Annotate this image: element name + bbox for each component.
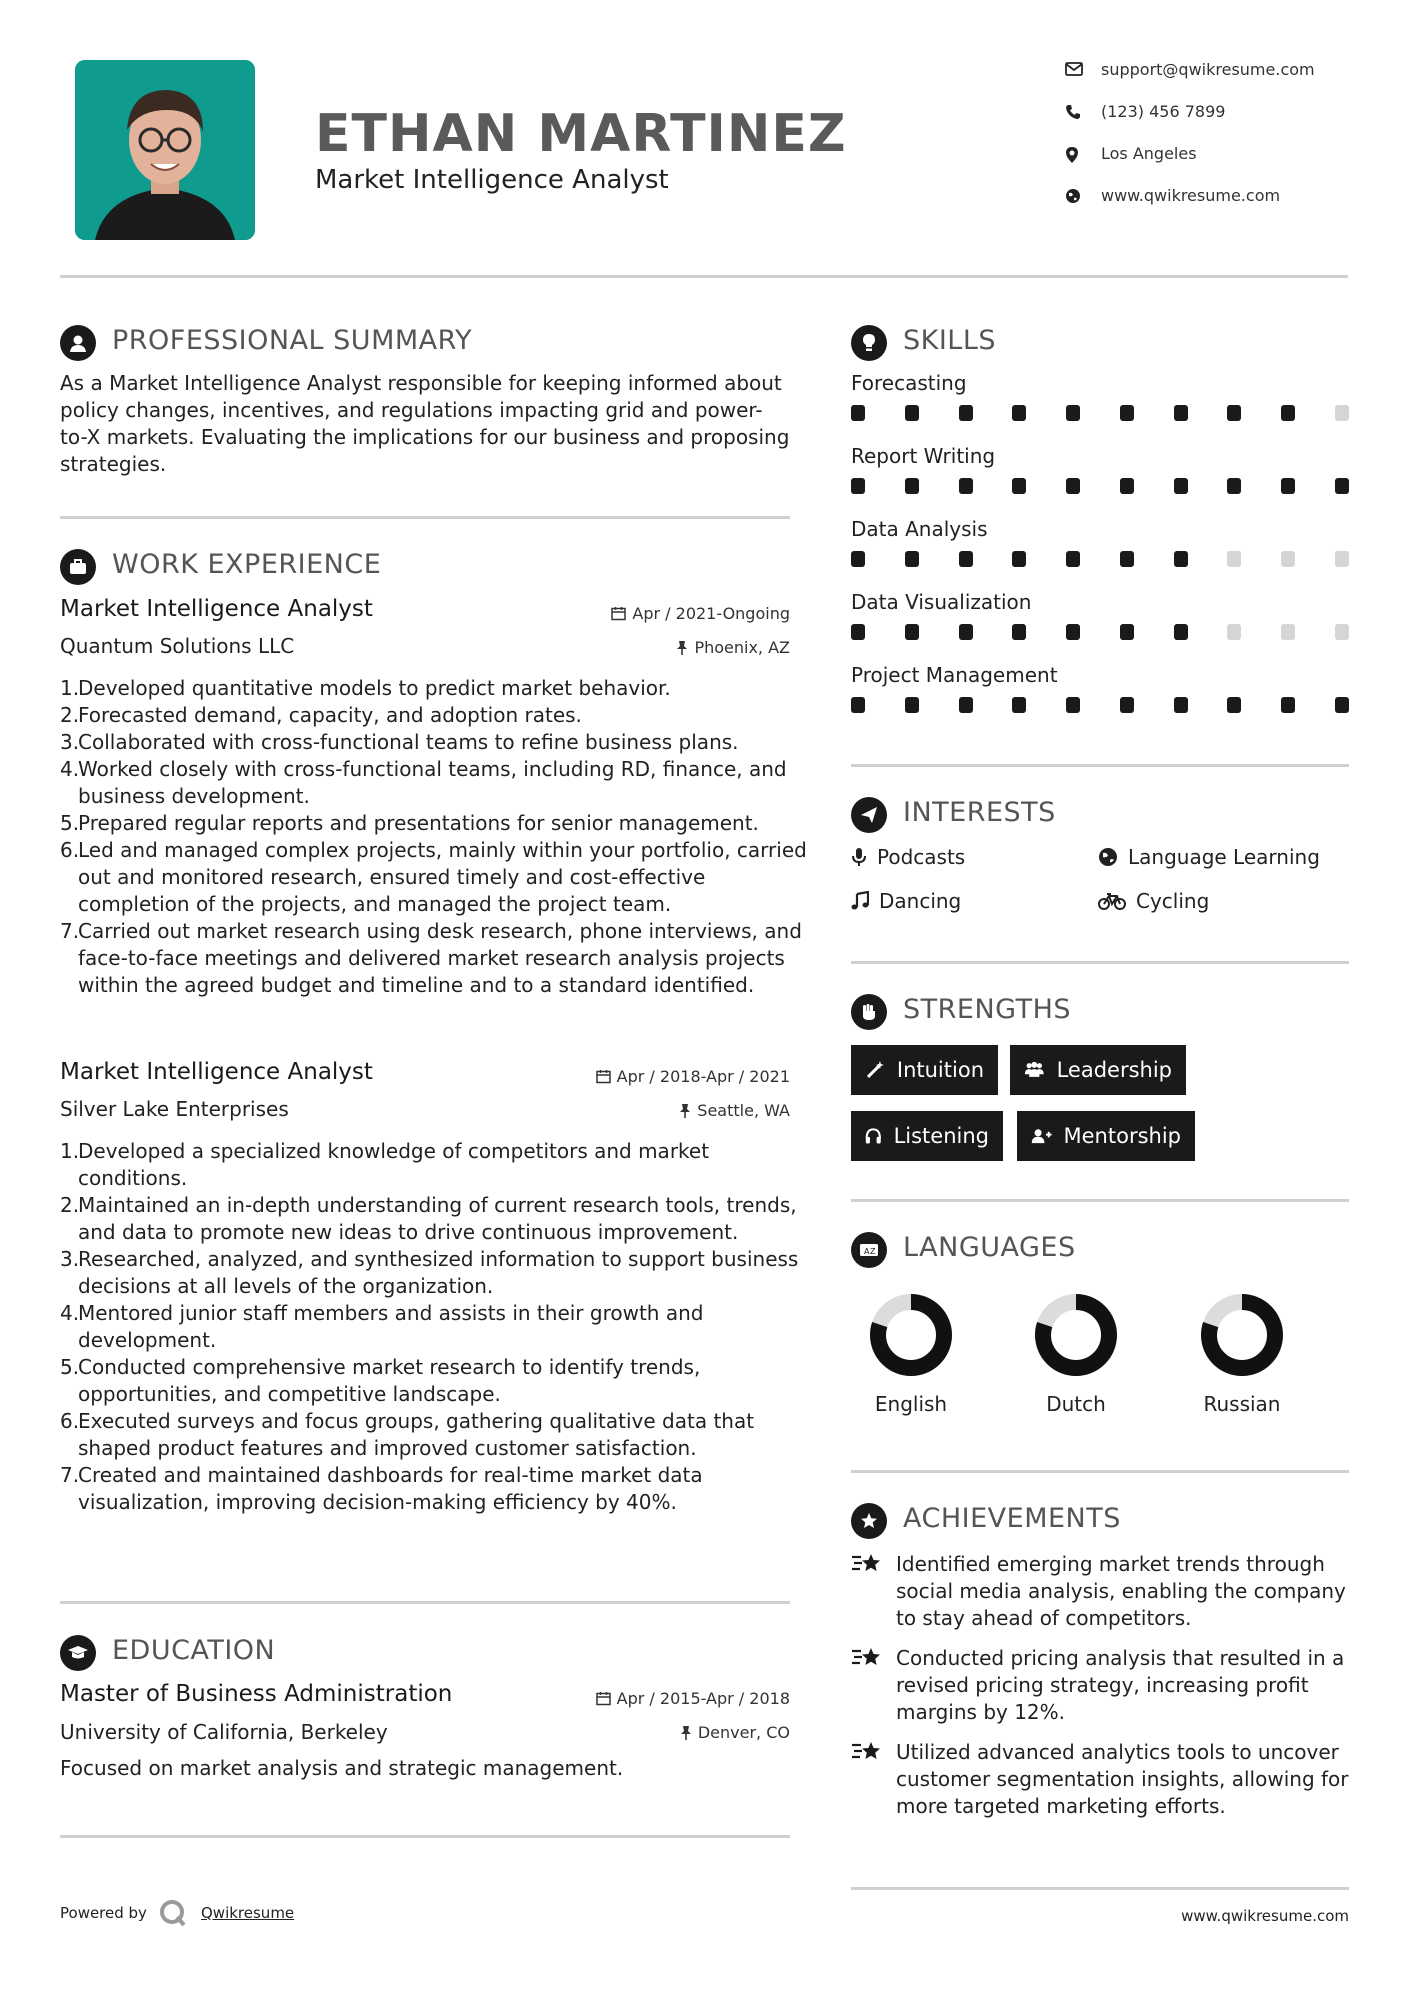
list-item: 1. Developed a specialized knowledge of competitors and market conditions. <box>60 1139 710 1190</box>
header-divider <box>60 275 1348 278</box>
skill-rating <box>851 624 1349 642</box>
language-label: English <box>874 1392 948 1416</box>
calendar-icon <box>596 1691 611 1706</box>
contact-location <box>1065 140 1345 170</box>
rating-dot-filled <box>905 697 919 713</box>
list-item: 3. Collaborated with cross-functional teams to refine business plans. <box>60 730 739 754</box>
strength-label: Intuition <box>896 1058 984 1082</box>
rating-dot-filled <box>905 478 919 494</box>
rating-dot-filled <box>851 551 865 567</box>
job-2-responsibilities <box>60 1138 813 1516</box>
skill-row <box>851 517 1349 590</box>
language-level-ring <box>1016 1290 1136 1380</box>
strength-mentorship <box>1017 1111 1195 1161</box>
skill-rating <box>851 697 1349 715</box>
education-location <box>560 1723 790 1742</box>
rating-dot-filled <box>905 624 919 640</box>
rating-dot-filled <box>1012 624 1026 640</box>
rating-dot-filled <box>1066 697 1080 713</box>
rating-dot-empty <box>1281 551 1295 567</box>
achievements-divider <box>851 1887 1349 1890</box>
user-icon <box>60 325 96 361</box>
education-description: Focused on market analysis and strategic management. <box>60 1756 624 1780</box>
rating-dot-filled <box>851 624 865 640</box>
interest-label: Cycling <box>1136 889 1210 913</box>
shooting-star-icon <box>851 1645 883 1671</box>
skill-rating <box>851 405 1349 423</box>
contact-email[interactable] <box>1065 56 1345 86</box>
skill-row <box>851 371 1349 444</box>
achievement-text: Identified emerging market trends through social media analysis, enabling the company to stay ahead of competitors. <box>896 1552 1346 1630</box>
rating-dot-filled <box>1174 624 1188 640</box>
rating-dot-empty <box>1335 624 1349 640</box>
skill-name: Report Writing <box>851 444 996 468</box>
experience-divider <box>60 1601 790 1604</box>
skill-row <box>851 590 1349 663</box>
rating-dot-filled <box>905 405 919 421</box>
strength-label: Leadership <box>1056 1058 1172 1082</box>
strength-listening <box>851 1111 1003 1161</box>
candidate-title: Market Intelligence Analyst <box>315 165 669 195</box>
language-icon <box>851 1232 887 1268</box>
job-2-location-text: Seattle, WA <box>697 1101 790 1120</box>
strengths-divider <box>851 1199 1349 1202</box>
rating-dot-filled <box>1012 551 1026 567</box>
music-note-icon <box>851 891 869 911</box>
education-school: University of California, Berkeley <box>60 1720 388 1744</box>
list-item <box>851 1739 1349 1820</box>
languages-heading <box>851 1230 1331 1270</box>
pushpin-icon <box>676 640 688 655</box>
languages-list <box>851 1290 1349 1430</box>
education-heading <box>60 1633 760 1673</box>
rating-dot-filled <box>1120 551 1134 567</box>
svg-text:Z: Z <box>870 1247 876 1256</box>
rating-dot-filled <box>959 405 973 421</box>
globe-icon <box>1065 188 1081 204</box>
summary-title: PROFESSIONAL SUMMARY <box>112 325 473 356</box>
skill-row <box>851 663 1349 736</box>
rating-dot-filled <box>1281 405 1295 421</box>
rating-dot-filled <box>1335 478 1349 494</box>
list-item: 5. Conducted comprehensive market research to identify trends, opportunities, and competitive landscape. <box>60 1355 701 1406</box>
rating-dot-filled <box>1066 624 1080 640</box>
contact-phone[interactable] <box>1065 98 1345 128</box>
list-item: 2. Forecasted demand, capacity, and adoption rates. <box>60 703 582 727</box>
pushpin-icon <box>680 1725 692 1740</box>
job-1-dates <box>560 604 790 623</box>
candidate-name: ETHAN MARTINEZ <box>315 104 847 164</box>
map-pin-icon <box>1065 146 1079 164</box>
language-label: Dutch <box>1046 1392 1106 1416</box>
list-item: 6. Executed surveys and focus groups, gathering qualitative data that shaped product features and improved customer satisfaction. <box>60 1409 755 1460</box>
skills-divider <box>851 764 1349 767</box>
language-item <box>1182 1290 1302 1416</box>
rating-dot-filled <box>1174 405 1188 421</box>
qwikresume-logo-icon <box>158 1898 188 1932</box>
rating-dot-filled <box>1120 405 1134 421</box>
education-dates <box>560 1689 790 1708</box>
phone-icon <box>1065 104 1081 120</box>
education-degree: Master of Business Administration <box>60 1681 453 1707</box>
contact-website[interactable] <box>1065 182 1345 212</box>
rating-dot-filled <box>1120 697 1134 713</box>
envelope-icon <box>1065 62 1083 76</box>
interest-dancing <box>851 889 961 913</box>
rating-dot-filled <box>851 405 865 421</box>
strengths-heading <box>851 992 1331 1032</box>
headphones-icon <box>865 1126 882 1146</box>
rating-dot-filled <box>1066 551 1080 567</box>
skill-name: Data Analysis <box>851 517 988 541</box>
rating-dot-filled <box>1174 551 1188 567</box>
education-dates-text: Apr / 2015-Apr / 2018 <box>616 1689 790 1708</box>
skill-name: Forecasting <box>851 371 967 395</box>
experience-heading <box>60 547 760 587</box>
list-item: 2. Maintained an in-depth understanding of current research tools, trends, and data to promote new ideas to drive continuous improvement. <box>60 1193 797 1244</box>
rating-dot-filled <box>1012 478 1026 494</box>
graduation-cap-icon <box>60 1635 96 1671</box>
rating-dot-filled <box>851 697 865 713</box>
footer-brand-link[interactable]: Qwikresume <box>201 1904 295 1922</box>
interest-label: Dancing <box>879 889 962 913</box>
bicycle-icon <box>1098 891 1126 911</box>
rating-dot-empty <box>1335 551 1349 567</box>
rating-dot-filled <box>959 624 973 640</box>
calendar-icon <box>611 606 626 621</box>
calendar-icon <box>596 1069 611 1084</box>
briefcase-icon <box>60 549 96 585</box>
interest-label: Podcasts <box>877 845 966 869</box>
skill-rating <box>851 551 1349 569</box>
rating-dot-filled <box>1174 478 1188 494</box>
job-2-company: Silver Lake Enterprises <box>60 1097 289 1121</box>
skill-row <box>851 444 1349 517</box>
education-divider <box>60 1835 790 1838</box>
list-item: 7. Created and maintained dashboards for real-time market data visualization, improving decision-making efficiency by 40%. <box>60 1463 703 1514</box>
star-badge-icon <box>851 1503 887 1539</box>
achievement-text: Conducted pricing analysis that resulted in a revised pricing strategy, increasing profit margins by 12%. <box>896 1646 1345 1724</box>
list-item <box>851 1551 1349 1632</box>
rating-dot-filled <box>1120 624 1134 640</box>
job-2-dates-text: Apr / 2018-Apr / 2021 <box>616 1067 790 1086</box>
interest-podcasts <box>851 845 965 869</box>
lightbulb-icon <box>851 325 887 361</box>
job-1-title: Market Intelligence Analyst <box>60 596 373 622</box>
profile-photo <box>75 60 255 240</box>
strengths-title: STRENGTHS <box>903 994 1072 1025</box>
rating-dot-filled <box>1227 478 1241 494</box>
rating-dot-filled <box>1120 478 1134 494</box>
skill-name: Data Visualization <box>851 590 1032 614</box>
rating-dot-empty <box>1227 624 1241 640</box>
list-item: 7. Carried out market research using desk research, phone interviews, and face-to-face meetings and delivered market research analysis projects within the agreed budget and timeline and to a standard identified. <box>60 919 802 997</box>
contact-email-text: support@qwikresume.com <box>1101 60 1315 79</box>
job-1-responsibilities <box>60 675 813 999</box>
rating-dot-filled <box>1335 697 1349 713</box>
shooting-star-icon <box>851 1551 883 1577</box>
job-2-dates <box>560 1067 790 1086</box>
rating-dot-filled <box>959 478 973 494</box>
fist-icon <box>851 994 887 1030</box>
strength-label: Listening <box>893 1124 989 1148</box>
svg-text:A: A <box>864 1247 870 1256</box>
user-plus-icon <box>1031 1126 1052 1146</box>
language-label: Russian <box>1203 1392 1281 1416</box>
pushpin-icon <box>679 1103 691 1118</box>
skill-name: Project Management <box>851 663 1058 687</box>
rating-dot-empty <box>1335 405 1349 421</box>
list-item: 5. Prepared regular reports and presentations for senior management. <box>60 811 759 835</box>
summary-divider <box>60 516 790 519</box>
magic-wand-icon <box>865 1060 885 1080</box>
rating-dot-filled <box>959 551 973 567</box>
strength-leadership <box>1010 1045 1186 1095</box>
rating-dot-filled <box>1281 697 1295 713</box>
rating-dot-empty <box>1227 551 1241 567</box>
contact-website-text: www.qwikresume.com <box>1101 186 1281 205</box>
list-item <box>851 1645 1349 1726</box>
interests-title: INTERESTS <box>903 797 1056 828</box>
footer-powered-by: Powered by <box>60 1904 147 1922</box>
skill-rating <box>851 478 1349 496</box>
education-title: EDUCATION <box>112 1635 276 1666</box>
globe-icon <box>1098 847 1118 867</box>
rating-dot-filled <box>1066 478 1080 494</box>
rating-dot-filled <box>905 551 919 567</box>
skills-heading <box>851 323 1331 363</box>
job-2-title: Market Intelligence Analyst <box>60 1059 373 1085</box>
rating-dot-filled <box>851 478 865 494</box>
summary-text: As a Market Intelligence Analyst responsible for keeping informed about policy changes, incentives, and regulations impacting grid and power-to-X markets. Evaluating the implications for our business and proposing strategies. <box>60 371 790 476</box>
contact-location-text: Los Angeles <box>1101 144 1197 163</box>
experience-title: WORK EXPERIENCE <box>112 549 382 580</box>
rating-dot-filled <box>1066 405 1080 421</box>
list-item: 3. Researched, analyzed, and synthesized information to support business decisions at all levels of the organization. <box>60 1247 799 1298</box>
interest-label: Language Learning <box>1128 845 1320 869</box>
contact-phone-text: (123) 456 7899 <box>1101 102 1226 121</box>
rating-dot-filled <box>959 697 973 713</box>
list-item: 4. Mentored junior staff members and assists in their growth and development. <box>60 1301 704 1352</box>
language-item <box>851 1290 971 1416</box>
footer-url[interactable]: www.qwikresume.com <box>1181 1907 1349 1925</box>
rating-dot-filled <box>1012 697 1026 713</box>
interest-cycling <box>1098 889 1209 913</box>
list-item: 4. Worked closely with cross-functional teams, including RD, finance, and business development. <box>60 757 787 808</box>
job-1-location <box>560 638 790 657</box>
job-1-location-text: Phoenix, AZ <box>694 638 790 657</box>
interest-language-learning <box>1098 845 1320 869</box>
interests-divider <box>851 961 1349 964</box>
language-level-ring <box>1182 1290 1302 1380</box>
language-level-ring <box>851 1290 971 1380</box>
summary-heading <box>60 323 760 363</box>
achievements-list <box>851 1551 1349 1820</box>
strength-label: Mentorship <box>1063 1124 1181 1148</box>
job-1-company: Quantum Solutions LLC <box>60 634 295 658</box>
achievements-heading <box>851 1501 1331 1541</box>
language-item <box>1016 1290 1136 1416</box>
rating-dot-filled <box>1012 405 1026 421</box>
job-2-location <box>560 1101 790 1120</box>
languages-title: LANGUAGES <box>903 1232 1076 1263</box>
rating-dot-filled <box>1281 478 1295 494</box>
strength-intuition <box>851 1045 998 1095</box>
languages-divider <box>851 1470 1349 1473</box>
interests-heading <box>851 795 1331 835</box>
list-item: 6. Led and managed complex projects, mainly within your portfolio, carried out and monitored research, ensured timely and cost-effective completion of the projects, and managed the project team. <box>60 838 807 916</box>
achievements-title: ACHIEVEMENTS <box>903 1503 1121 1534</box>
rating-dot-filled <box>1227 405 1241 421</box>
rating-dot-filled <box>1174 697 1188 713</box>
list-item: 1. Developed quantitative models to predict market behavior. <box>60 676 671 700</box>
microphone-icon <box>851 847 867 867</box>
users-icon <box>1024 1060 1045 1080</box>
shooting-star-icon <box>851 1739 883 1765</box>
rating-dot-empty <box>1281 624 1295 640</box>
skills-list <box>851 371 1349 736</box>
education-location-text: Denver, CO <box>697 1723 790 1742</box>
skills-title: SKILLS <box>903 325 997 356</box>
job-1-dates-text: Apr / 2021-Ongoing <box>632 604 790 623</box>
rating-dot-filled <box>1227 697 1241 713</box>
paper-plane-icon <box>851 797 887 833</box>
achievement-text: Utilized advanced analytics tools to uncover customer segmentation insights, allowing for more targeted marketing efforts. <box>896 1740 1349 1818</box>
